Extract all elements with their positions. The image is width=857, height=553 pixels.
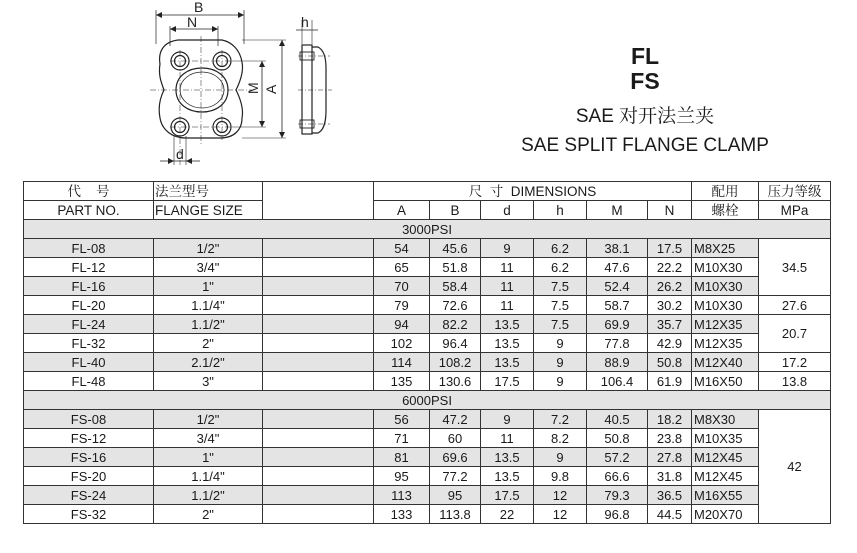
cell-part-no: FS-12	[24, 429, 154, 448]
cell-dim-d: 11	[481, 429, 534, 448]
cell-dim-a: 81	[374, 448, 430, 467]
cell-dim-b: 130.6	[430, 372, 481, 391]
cell-part-no: FL-20	[24, 296, 154, 315]
cell-blank	[263, 429, 374, 448]
cell-dim-a: 54	[374, 239, 430, 258]
cell-dim-m: 66.6	[587, 467, 648, 486]
cell-part-no: FS-20	[24, 467, 154, 486]
cell-dim-h: 9	[534, 353, 587, 372]
cell-dim-m: 69.9	[587, 315, 648, 334]
dimensions-table	[23, 181, 831, 524]
cell-blank	[263, 296, 374, 315]
cell-blank	[263, 353, 374, 372]
cell-dim-h: 7.2	[534, 410, 587, 429]
cell-bolt: M16X50	[692, 372, 759, 391]
cell-blank	[263, 410, 374, 429]
cell-blank	[263, 315, 374, 334]
dim-label-h: h	[301, 14, 309, 30]
cell-dim-d: 9	[481, 410, 534, 429]
table-row	[24, 486, 831, 505]
cell-bolt: M8X30	[692, 410, 759, 429]
cell-dim-b: 108.2	[430, 353, 481, 372]
cell-bolt: M20X70	[692, 505, 759, 524]
cell-blank	[263, 258, 374, 277]
cell-flange-size: 2"	[154, 334, 263, 353]
cell-dim-m: 58.7	[587, 296, 648, 315]
cell-dim-n: 44.5	[648, 505, 692, 524]
cell-flange-size: 1/2"	[154, 410, 263, 429]
header-dim-b: B	[430, 201, 481, 220]
table-row	[24, 505, 831, 524]
product-code-fs: FS	[630, 68, 660, 94]
cell-dim-b: 96.4	[430, 334, 481, 353]
cell-dim-a: 114	[374, 353, 430, 372]
cell-dim-h: 6.2	[534, 258, 587, 277]
cell-flange-size: 1"	[154, 277, 263, 296]
section-label: 6000PSI	[24, 391, 831, 410]
cell-dim-d: 13.5	[481, 448, 534, 467]
cell-pressure: 42	[759, 410, 831, 524]
cell-dim-d: 13.5	[481, 353, 534, 372]
cell-flange-size: 2"	[154, 505, 263, 524]
cell-flange-size: 3/4"	[154, 258, 263, 277]
cell-bolt: M10X30	[692, 296, 759, 315]
cell-dim-b: 60	[430, 429, 481, 448]
cell-pressure: 27.6	[759, 296, 831, 315]
cell-flange-size: 1.1/2"	[154, 486, 263, 505]
header-bolt-l2: 螺栓	[692, 201, 759, 220]
cell-part-no: FL-16	[24, 277, 154, 296]
table-row	[24, 467, 831, 486]
cell-dim-n: 27.8	[648, 448, 692, 467]
cell-dim-b: 95	[430, 486, 481, 505]
cell-dim-b: 58.4	[430, 277, 481, 296]
cell-bolt: M10X30	[692, 258, 759, 277]
table-row	[24, 353, 831, 372]
table-header-row-2	[24, 201, 831, 220]
cell-dim-m: 57.2	[587, 448, 648, 467]
cell-flange-size: 1.1/4"	[154, 467, 263, 486]
cell-part-no: FS-32	[24, 505, 154, 524]
cell-dim-a: 113	[374, 486, 430, 505]
cell-flange-size: 3"	[154, 372, 263, 391]
cell-dim-n: 23.8	[648, 429, 692, 448]
cell-bolt: M16X55	[692, 486, 759, 505]
dim-label-d: d	[176, 146, 184, 162]
cell-dim-d: 9	[481, 239, 534, 258]
cell-part-no: FL-24	[24, 315, 154, 334]
cell-dim-d: 22	[481, 505, 534, 524]
dim-label-m: M	[245, 82, 261, 94]
table-row	[24, 372, 831, 391]
dim-label-a: A	[263, 84, 279, 94]
header-pressure-l1: 压力等级	[759, 182, 831, 201]
cell-dim-b: 51.8	[430, 258, 481, 277]
cell-dim-h: 9	[534, 448, 587, 467]
cell-dim-a: 95	[374, 467, 430, 486]
flange-clamp-drawing	[0, 0, 480, 180]
cell-dim-h: 12	[534, 505, 587, 524]
header-dim-d: d	[481, 201, 534, 220]
cell-dim-h: 6.2	[534, 239, 587, 258]
cell-blank	[263, 448, 374, 467]
cell-dim-m: 50.8	[587, 429, 648, 448]
cell-bolt: M12X45	[692, 467, 759, 486]
table-row	[24, 315, 831, 334]
cell-dim-m: 79.3	[587, 486, 648, 505]
cell-dim-b: 113.8	[430, 505, 481, 524]
cell-dim-a: 133	[374, 505, 430, 524]
cell-dim-d: 13.5	[481, 334, 534, 353]
cell-blank	[263, 467, 374, 486]
cell-bolt: M10X35	[692, 429, 759, 448]
cell-dim-n: 35.7	[648, 315, 692, 334]
cell-dim-b: 45.6	[430, 239, 481, 258]
cell-dim-h: 9	[534, 334, 587, 353]
cell-dim-h: 8.2	[534, 429, 587, 448]
cell-dim-a: 79	[374, 296, 430, 315]
header-part-no-cn: 代 号	[24, 182, 154, 201]
cell-dim-m: 88.9	[587, 353, 648, 372]
cell-part-no: FL-48	[24, 372, 154, 391]
cell-bolt: M12X45	[692, 448, 759, 467]
cell-part-no: FS-16	[24, 448, 154, 467]
cell-bolt: M12X35	[692, 334, 759, 353]
cell-dim-n: 31.8	[648, 467, 692, 486]
cell-dim-n: 22.2	[648, 258, 692, 277]
header-dim-a: A	[374, 201, 430, 220]
section-label: 3000PSI	[24, 220, 831, 239]
cell-dim-n: 30.2	[648, 296, 692, 315]
header-dim-h: h	[534, 201, 587, 220]
cell-dim-d: 13.5	[481, 315, 534, 334]
cell-dim-b: 82.2	[430, 315, 481, 334]
cell-dim-n: 50.8	[648, 353, 692, 372]
product-code-fl: FL	[630, 43, 660, 69]
cell-dim-h: 7.5	[534, 296, 587, 315]
cell-dim-a: 135	[374, 372, 430, 391]
cell-dim-a: 102	[374, 334, 430, 353]
header-bolt-l1: 配用	[692, 182, 759, 201]
table-row	[24, 448, 831, 467]
cell-pressure: 13.8	[759, 372, 831, 391]
cell-dim-m: 106.4	[587, 372, 648, 391]
section-row	[24, 220, 831, 239]
header-dim-m: M	[587, 201, 648, 220]
cell-dim-n: 17.5	[648, 239, 692, 258]
cell-bolt: M8X25	[692, 239, 759, 258]
cell-pressure: 34.5	[759, 239, 831, 296]
cell-dim-d: 11	[481, 258, 534, 277]
cell-dim-a: 71	[374, 429, 430, 448]
header-part-no-en: PART NO.	[24, 201, 154, 220]
cell-flange-size: 1"	[154, 448, 263, 467]
cell-part-no: FS-08	[24, 410, 154, 429]
cell-dim-m: 52.4	[587, 277, 648, 296]
cell-blank	[263, 277, 374, 296]
dim-label-b: B	[194, 0, 204, 15]
cell-dim-h: 12	[534, 486, 587, 505]
table-row	[24, 429, 831, 448]
cell-flange-size: 1/2"	[154, 239, 263, 258]
cell-dim-b: 69.6	[430, 448, 481, 467]
cell-dim-h: 7.5	[534, 315, 587, 334]
cell-part-no: FL-08	[24, 239, 154, 258]
cell-bolt: M10X30	[692, 277, 759, 296]
cell-dim-a: 65	[374, 258, 430, 277]
cell-blank	[263, 486, 374, 505]
cell-dim-d: 11	[481, 296, 534, 315]
cell-dim-n: 61.9	[648, 372, 692, 391]
cell-dim-h: 7.5	[534, 277, 587, 296]
cell-dim-n: 36.5	[648, 486, 692, 505]
cell-dim-h: 9.8	[534, 467, 587, 486]
product-name-en: SAE SPLIT FLANGE CLAMP	[521, 135, 769, 156]
cell-flange-size: 3/4"	[154, 429, 263, 448]
cell-blank	[263, 334, 374, 353]
table-row	[24, 296, 831, 315]
cell-dim-m: 47.6	[587, 258, 648, 277]
cell-part-no: FL-32	[24, 334, 154, 353]
cell-dim-b: 72.6	[430, 296, 481, 315]
cell-dim-h: 9	[534, 372, 587, 391]
table-row	[24, 258, 831, 277]
table-body	[24, 220, 831, 524]
product-name-cn: SAE 对开法兰夹	[575, 106, 715, 127]
cell-dim-d: 11	[481, 277, 534, 296]
table-row	[24, 277, 831, 296]
cell-bolt: M12X35	[692, 315, 759, 334]
header-flange-size-cn: 法兰型号	[154, 182, 263, 201]
cell-dim-b: 77.2	[430, 467, 481, 486]
cell-dim-m: 96.8	[587, 505, 648, 524]
cell-pressure: 17.2	[759, 353, 831, 372]
header-dim-n: N	[648, 201, 692, 220]
cell-part-no: FL-40	[24, 353, 154, 372]
dim-label-n: N	[187, 14, 198, 30]
cell-pressure: 20.7	[759, 315, 831, 353]
cell-dim-a: 94	[374, 315, 430, 334]
cell-flange-size: 1.1/4"	[154, 296, 263, 315]
cell-dim-n: 42.9	[648, 334, 692, 353]
cell-flange-size: 1.1/2"	[154, 315, 263, 334]
cell-dim-d: 17.5	[481, 486, 534, 505]
cell-bolt: M12X40	[692, 353, 759, 372]
header-flange-size-en: FLANGE SIZE	[154, 201, 263, 220]
header-pressure-l2: MPa	[759, 201, 831, 220]
cell-dim-d: 13.5	[481, 467, 534, 486]
cell-part-no: FL-12	[24, 258, 154, 277]
cell-dim-m: 40.5	[587, 410, 648, 429]
cell-dim-d: 17.5	[481, 372, 534, 391]
cell-blank	[263, 372, 374, 391]
table-row	[24, 239, 831, 258]
table-row	[24, 334, 831, 353]
cell-dim-a: 70	[374, 277, 430, 296]
cell-flange-size: 2.1/2"	[154, 353, 263, 372]
product-title-block	[480, 44, 810, 157]
table-header-row	[24, 182, 831, 201]
cell-blank	[263, 239, 374, 258]
cell-dim-n: 26.2	[648, 277, 692, 296]
cell-dim-a: 56	[374, 410, 430, 429]
header-blank	[263, 182, 374, 220]
cell-dim-m: 77.8	[587, 334, 648, 353]
header-dimensions: 尺 寸 DIMENSIONS	[374, 182, 692, 201]
cell-dim-m: 38.1	[587, 239, 648, 258]
cell-part-no: FS-24	[24, 486, 154, 505]
section-row	[24, 391, 831, 410]
cell-blank	[263, 505, 374, 524]
cell-dim-b: 47.2	[430, 410, 481, 429]
cell-dim-n: 18.2	[648, 410, 692, 429]
table-row	[24, 410, 831, 429]
